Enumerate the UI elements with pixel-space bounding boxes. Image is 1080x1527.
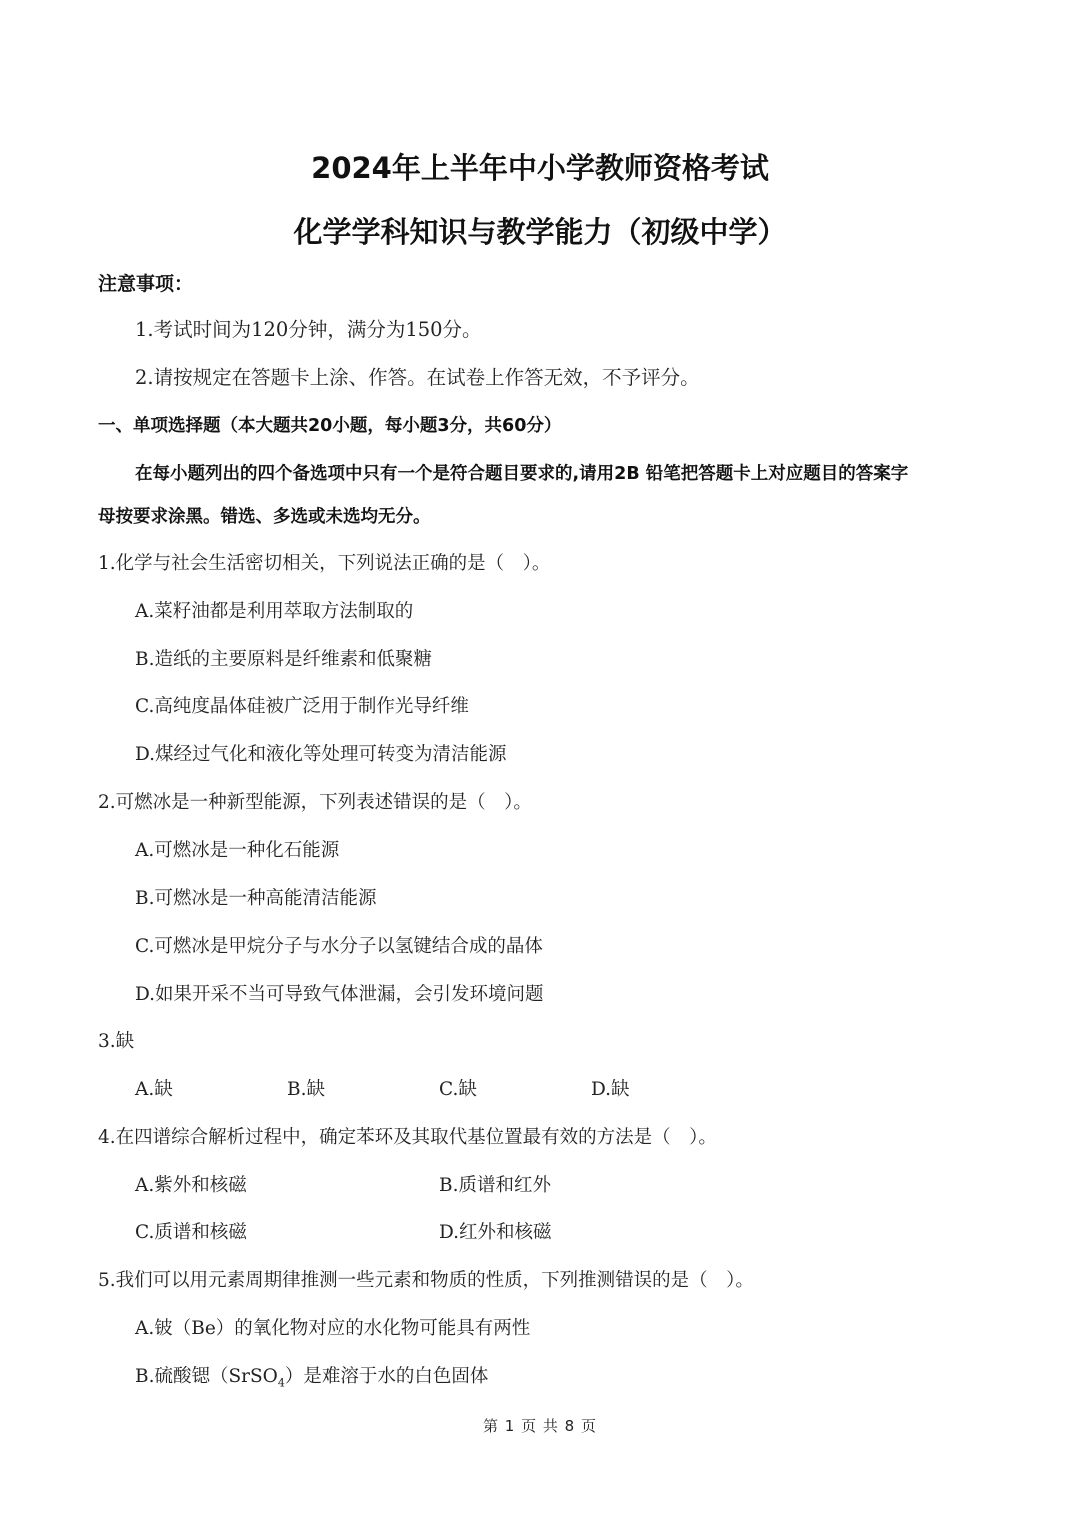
- subscript: 4: [277, 1376, 285, 1390]
- notice-heading: 注意事项：: [98, 273, 194, 295]
- answer-option: B.质谱和红外: [439, 1175, 551, 1196]
- answer-option: C.可燃冰是甲烷分子与水分子以氢键结合成的晶体: [135, 936, 543, 957]
- page-footer: 第 1 页 共 8 页: [483, 1417, 597, 1435]
- answer-option: A.紫外和核磁: [135, 1175, 247, 1196]
- answer-option: [135, 1365, 488, 1396]
- option-text: ）是难溶于水的白色固体: [284, 1366, 489, 1387]
- answer-option: D.红外和核磁: [439, 1222, 552, 1243]
- answer-option: C.高纯度晶体硅被广泛用于制作光导纤维: [135, 696, 469, 717]
- answer-option: A.菜籽油都是利用萃取方法制取的: [135, 601, 414, 622]
- notice-item: 2.请按规定在答题卡上涂、作答。在试卷上作答无效，不予评分。: [135, 366, 700, 389]
- exam-title: 2024年上半年中小学教师资格考试: [311, 151, 769, 185]
- option-text: B.硫酸锶（SrSO: [135, 1366, 278, 1387]
- section-instruction: 母按要求涂黑。错选、多选或未选均无分。: [98, 507, 431, 527]
- answer-option: C.质谱和核磁: [135, 1222, 247, 1243]
- answer-option: A.可燃冰是一种化石能源: [135, 840, 340, 861]
- answer-option: A.铍（Be）的氧化物对应的水化物可能具有两性: [135, 1318, 531, 1339]
- answer-option: B.造纸的主要原料是纤维素和低聚糖: [135, 649, 432, 670]
- question-stem: 4.在四谱综合解析过程中，确定苯环及其取代基位置最有效的方法是（ ）。: [98, 1127, 717, 1148]
- question-stem: 2.可燃冰是一种新型能源，下列表述错误的是（ ）。: [98, 792, 532, 813]
- exam-subtitle: 化学学科知识与教学能力（初级中学）: [293, 215, 787, 249]
- answer-option: A.缺: [135, 1079, 173, 1100]
- answer-option: B.缺: [287, 1079, 325, 1100]
- section-instruction: 在每小题列出的四个备选项中只有一个是符合题目要求的,请用2B 铅笔把答题卡上对应题目的答案字: [135, 464, 909, 484]
- answer-option: C.缺: [439, 1079, 477, 1100]
- question-stem: 3.缺: [98, 1031, 135, 1052]
- notice-item: 1.考试时间为120分钟，满分为150分。: [135, 318, 482, 341]
- answer-option: D.煤经过气化和液化等处理可转变为清洁能源: [135, 744, 507, 765]
- answer-option: D.如果开采不当可导致气体泄漏，会引发环境问题: [135, 984, 544, 1005]
- question-stem: 1.化学与社会生活密切相关，下列说法正确的是（ ）。: [98, 553, 551, 574]
- answer-option: D.缺: [591, 1079, 630, 1100]
- section-heading: 一、单项选择题（本大题共20小题，每小题3分，共60分）: [98, 416, 562, 436]
- question-stem: 5.我们可以用元素周期律推测一些元素和物质的性质，下列推测错误的是（ ）。: [98, 1270, 754, 1291]
- answer-option: B.可燃冰是一种高能清洁能源: [135, 888, 377, 909]
